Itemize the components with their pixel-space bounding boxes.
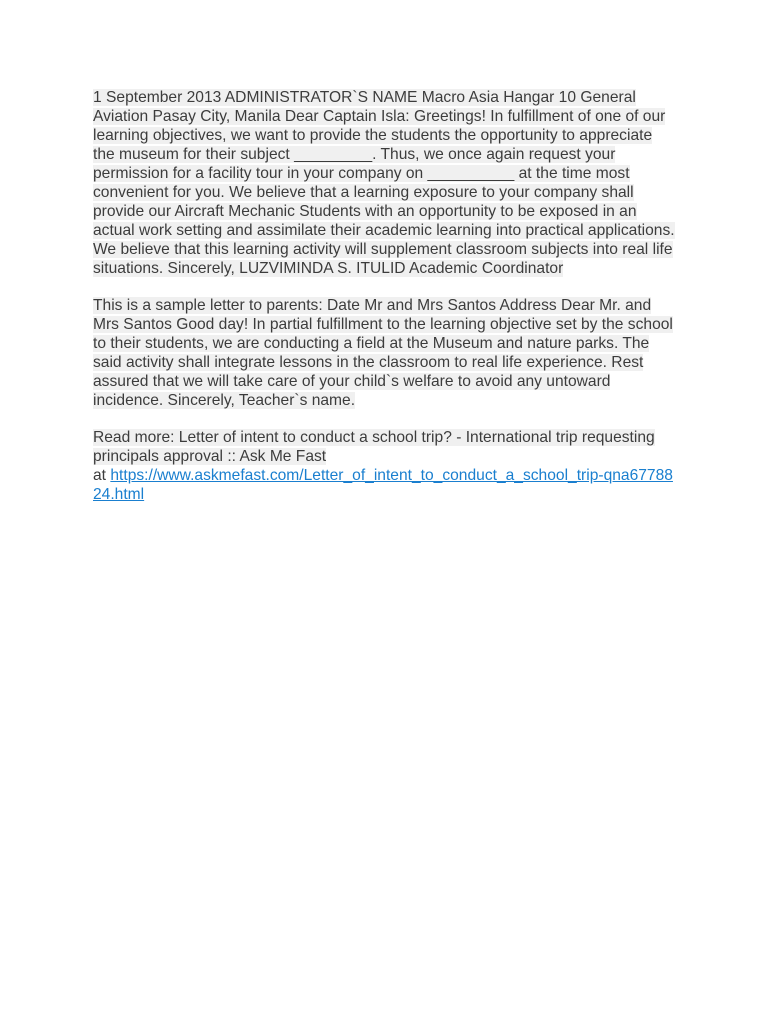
letter-text: 1 September 2013 ADMINISTRATOR`S NAME Macro Asia Hangar 10 General Aviation Pasay City, Manila Dear Captain Isla: Greetings! In fulfillment of one of our learning objectives, we want to provide the students the opportunity to appreciate the museum for their subject _________. Thus, we once again request your permission for a facility tour in your company on __________ at the time most convenient for you. We believe that a learning exposure to your company shall provide our Aircraft Mechanic Students with an opportunity to be exposed in an actual work setting and assimilate their academic learning into practical applications. We believe that this learning activity will supplement classroom subjects into real life situations. Sincerely, LUZVIMINDA S. ITULID Academic Coordinator bbox=[93, 89, 675, 277]
parents-letter-text: This is a sample letter to parents: Date Mr and Mrs Santos Address Dear Mr. and Mrs Santos Good day! In partial fulfillment to the learning objective set by the school to their students, we are conducting a field at the Museum and nature parks. The said activity shall integrate lessons in the classroom to real life experience. Rest assured that we will take care of your child`s welfare to avoid any untoward incidence. Sincerely, Teacher`s name. bbox=[93, 297, 673, 409]
source-link[interactable]: https://www.askmefast.com/Letter_of_intent_to_conduct_a_school_trip-qna6778824.html bbox=[93, 467, 673, 503]
read-more-paragraph bbox=[93, 428, 675, 504]
at-label: at bbox=[93, 467, 107, 484]
document-content bbox=[93, 88, 675, 522]
parents-letter-paragraph bbox=[93, 296, 675, 410]
read-more-text: Read more: Letter of intent to conduct a school trip? - International trip requesting principals approval :: Ask Me Fast bbox=[93, 429, 655, 465]
letter-paragraph bbox=[93, 88, 675, 278]
